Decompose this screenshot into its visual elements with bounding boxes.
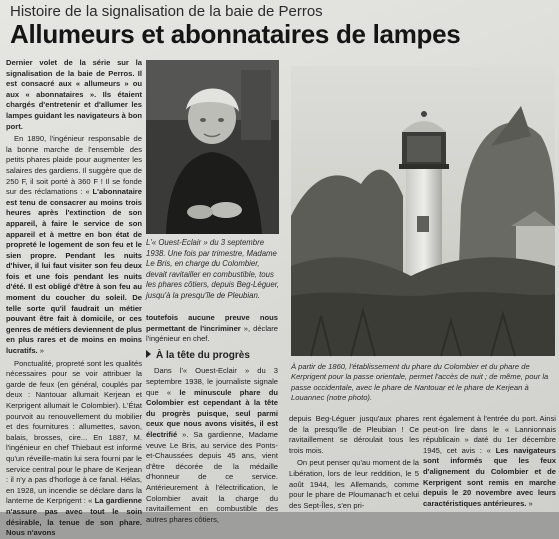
portrait-caption: L'« Ouest-Eclair » du 3 septembre 1938. Une fois par trimestre, Madame Le Bris, en charge du Colombier, devait ravitailler en combustible, tous les phares côtiers, depuis Beg-Léguer, jusqu'à la presqu'île de Pleubian. bbox=[146, 238, 280, 300]
lighthouse-photo bbox=[291, 66, 555, 356]
article-intro: Dernier volet de la série sur la signalisation de la baie de Perros. Il est consacré aux « allumeurs » ou aux « abonnataires ». Ils étaient chargés d'entretenir et d'allumer les lampes guidant les navigateurs à bon port. bbox=[6, 58, 142, 131]
paragraph-ravitaillement: depuis Beg-Léguer jusqu'aux phares de la presqu'île de Pleubian ! Ce ravitaillement se déroulait tous les trois mois. bbox=[289, 414, 419, 455]
lighthouse-caption: À partir de 1860, l'établissement du phare du Colombier et du phare de Kerprigent pour la passe orientale, permet l'accès de nuit ; de même, pour la passe occidentale, avec le phare de Nantouar et le phare de Kerjean à Louannec (notre photo). bbox=[291, 362, 549, 403]
paragraph-salaries: En 1890, l'ingénieur responsable de la bonne marche de l'ensemble des petits phares plaide pour augmenter les salaires des gardiens. Il suggère que de 250 F, il soit porté à 360 F ! Il se fonde sur des réclamations : « L'abonnataire est tenu de consacrer au moins trois heures après l'extinction de son appareil, à faire le service de son appareil et à mettre en bon état de propreté le logement de son feu et le sien propre. Pendant les nuits d'hiver, il lui faut visiter son feu deux fois et une fois pendant les nuits d'été. Il est obligé d'être à son feu au moment du coucher du soleil. De telle sorte qu'il faudrait un métier pouvant être fait à domicile, or ces genres de métiers deviennent de plus en plus rares et de moins en moins lucratifs. » bbox=[6, 134, 142, 356]
paragraph-ponctualite: Ponctualité, propreté sont les qualités nécessaires pour se voir attribuer la garde de feux (en général, couplés par deux : Nantouar allumait Kerjean et Kerprigent allumait le Colombier). L'État pourvoit au renouvellement du mobilier et des fournitures : allumettes, savon, balais, brosses, cire... En 1887, M. l'ingénieur en chef Thiebaut est informé qu'un réveille-matin lui sera fourni par le service central pour le phare de Kerjean : il n'y a pas d'horloge à ce fanal. Hélas, en 1928, un incendie se déclare dans la lanterne de Kerprigent : « La gardienne n'assure pas avec tout le soin désirable, la tenue de son phare. Nous n'avons bbox=[6, 358, 142, 538]
paragraph-liberation: On peut penser qu'au moment de la Libération, lors de leur reddition, le 5 août 1944, les Allemands, comme pour le phare de Ploumanac'h et celui des Sept-Îles, s'en pri- bbox=[289, 458, 419, 510]
portrait-photo bbox=[146, 60, 279, 234]
section-kicker: Histoire de la signalisation de la baie de Perros bbox=[10, 3, 323, 20]
lighthouse-photo-image bbox=[291, 66, 555, 356]
article-column-4 bbox=[423, 414, 556, 512]
article-headline: Allumeurs et abonnataires de lampes bbox=[10, 19, 461, 49]
article-column-2 bbox=[146, 313, 278, 524]
paragraph-lannionnais: rent également à l'entrée du port. Ainsi peut-on lire dans le « Lannionnais républicain » daté du 1er décembre 1945, cet avis : « Les navigateurs sont informés que les feux d'alignement du Colombier et de Kerprigent sont remis en marche depuis le 20 novembre avec leurs caractéristiques antérieures. » bbox=[423, 414, 556, 508]
triangle-bullet-icon bbox=[146, 350, 151, 358]
article-column-3 bbox=[289, 414, 419, 512]
article-column-1 bbox=[6, 58, 142, 538]
paragraph-ouest-eclair: Dans l'« Ouest-Eclair » du 3 septembre 1938, le journaliste signale que « le minuscule phare du Colombier est cependant à la tête du progrès puisque, seul parmi ceux que nous avons visités, il est électrifié ». Sa gardienne, Madame veuve Le Bris, au service des Ponts-et-Chaussées depuis 45 ans, vient d'être décorée de la médaille d'honneur de ce service. Antérieurement à l'électrification, le Colombier avait la charge du ravitaillement en combustible des autres phares côtiers, bbox=[146, 366, 278, 524]
subhead-progres: À la tête du progrès bbox=[146, 350, 278, 362]
portrait-photo-image bbox=[146, 60, 279, 234]
paragraph-incriminer: toutefois aucune preuve nous permettant de l'incriminer », déclare l'ingénieur en chef. bbox=[146, 313, 278, 344]
